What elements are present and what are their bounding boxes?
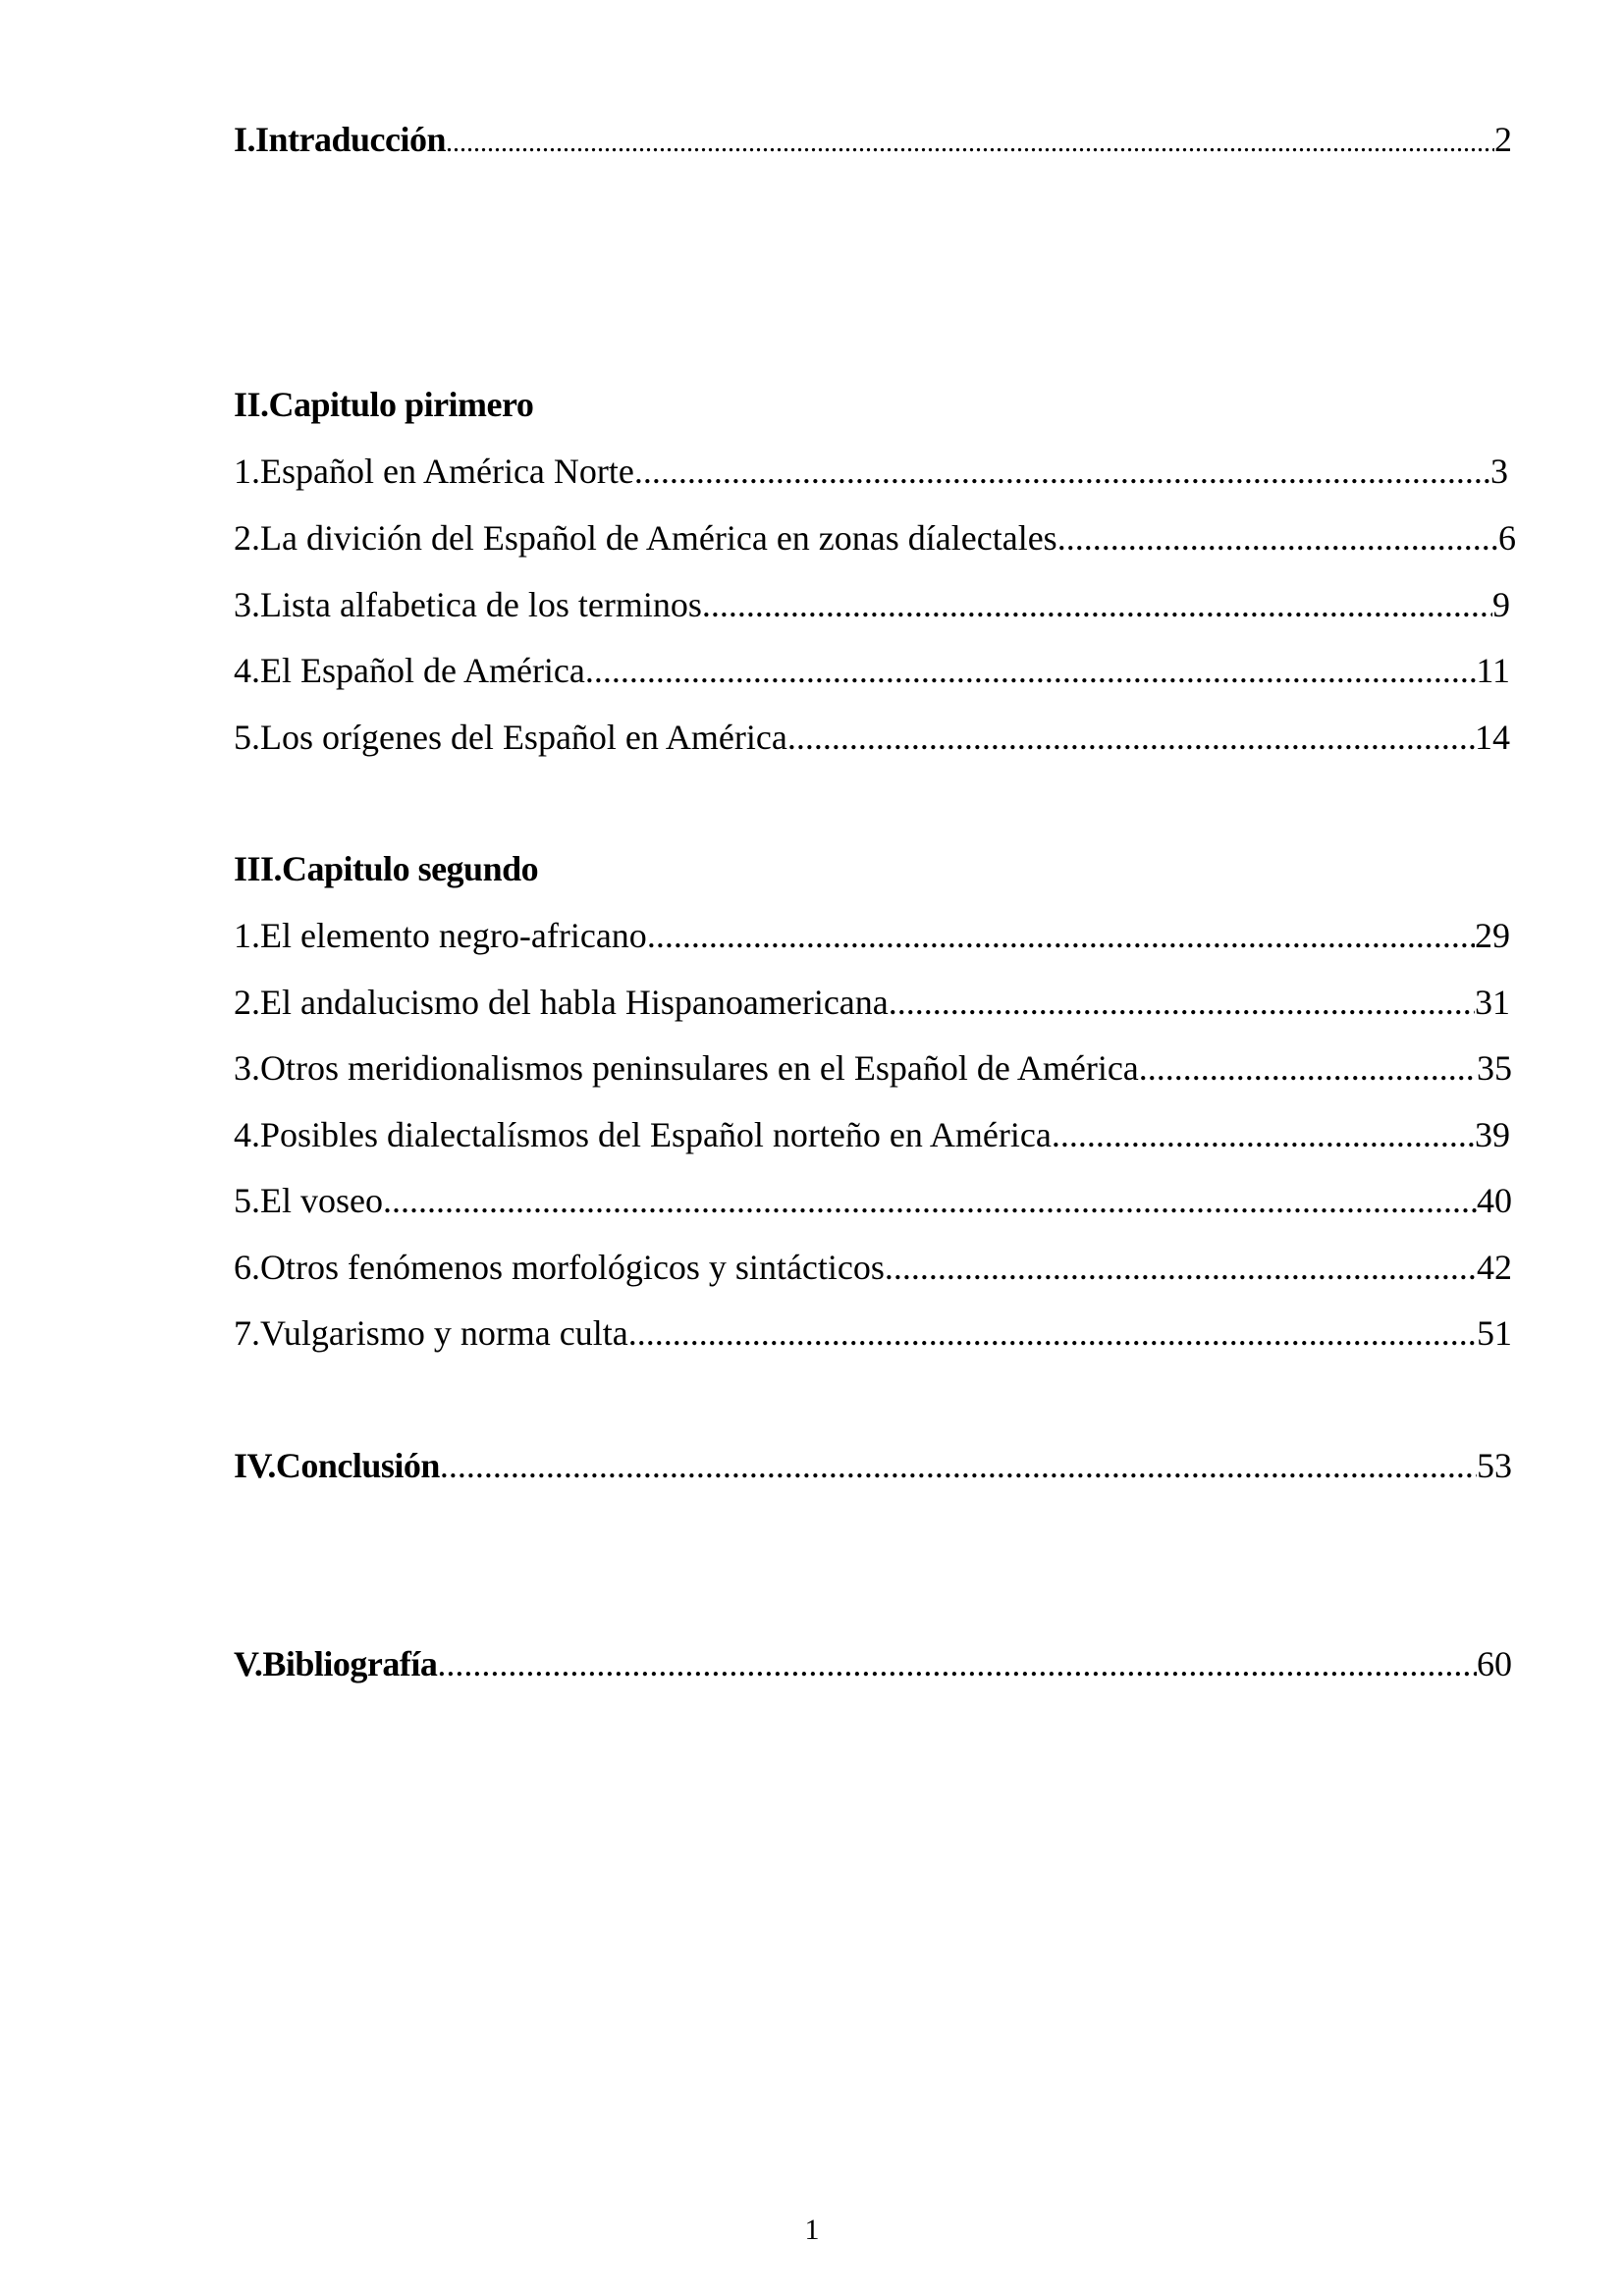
toc-entry[interactable]	[234, 1113, 1510, 1156]
toc-entry-label: IV.Conclusión	[234, 1446, 440, 1485]
toc-entry-label: 5.Los orígenes del Español en América	[234, 718, 787, 757]
toc-entry[interactable]	[234, 914, 1510, 957]
toc-entry[interactable]	[234, 649, 1510, 692]
dot-leader	[647, 914, 1475, 957]
toc-entry[interactable]	[234, 1046, 1512, 1090]
toc-entry-label: 6.Otros fenómenos morfológicos y sintácticos	[234, 1248, 885, 1287]
toc-entry[interactable]	[234, 1311, 1512, 1355]
toc-entry-page: 35	[1477, 1048, 1512, 1088]
toc-entry-page: 51	[1477, 1313, 1512, 1353]
dot-leader	[634, 450, 1490, 493]
toc-entry-label: I.Intraducción	[234, 120, 447, 159]
dot-leader	[446, 118, 1494, 165]
toc-entry-page: 2	[1494, 120, 1512, 159]
toc-entry-label: V.Bibliografía	[234, 1644, 438, 1683]
toc-entry-page: 6	[1498, 518, 1516, 558]
toc-entry[interactable]	[234, 981, 1510, 1024]
toc-entry-label: 4.El Español de América	[234, 651, 585, 690]
toc-entry[interactable]	[234, 1246, 1512, 1289]
toc-entry-label: 7.Vulgarismo y norma culta	[234, 1313, 628, 1353]
dot-leader	[702, 583, 1492, 626]
toc-entry[interactable]	[234, 1179, 1512, 1222]
page-number: 1	[804, 2214, 820, 2246]
dot-leader	[383, 1179, 1477, 1222]
dot-leader	[1057, 516, 1498, 560]
toc-entry-page: 29	[1475, 916, 1510, 955]
toc-entry-label: 2.El andalucismo del habla Hispanoamericana	[234, 983, 889, 1022]
toc-entry-label: 1.El elemento negro-africano	[234, 916, 647, 955]
toc-entry-label: 5.El voseo	[234, 1181, 383, 1220]
dot-leader	[787, 716, 1475, 759]
dot-leader	[440, 1444, 1477, 1487]
toc-entry-label: 3.Lista alfabetica de los terminos	[234, 585, 702, 624]
toc-entry-page: 9	[1492, 585, 1510, 624]
toc-entry[interactable]	[234, 450, 1508, 493]
toc-entry-page: 53	[1477, 1446, 1512, 1485]
toc-entry-page: 31	[1475, 983, 1510, 1022]
toc-entry[interactable]	[234, 716, 1510, 759]
toc-entry-page: 39	[1475, 1115, 1510, 1154]
toc-entry-page: 60	[1477, 1644, 1512, 1683]
toc-entry-bibliografia[interactable]	[234, 1642, 1512, 1685]
chapter-heading-2: III.Capitulo segundo	[234, 849, 539, 888]
dot-leader	[585, 649, 1476, 692]
toc-entry-label: 2.La divición del Español de América en zonas díalectales	[234, 518, 1057, 558]
toc-entry-page: 11	[1476, 651, 1510, 690]
toc-entry-conclusion[interactable]	[234, 1444, 1512, 1487]
toc-entry-page: 14	[1475, 718, 1510, 757]
toc-entry-label: 1.Español en América Norte	[234, 452, 634, 491]
toc-entry-label: 3.Otros meridionalismos peninsulares en el Español de América	[234, 1048, 1139, 1088]
chapter-heading-1: II.Capitulo pirimero	[234, 385, 534, 424]
dot-leader	[885, 1246, 1477, 1289]
toc-entry-introduccion[interactable]	[234, 118, 1512, 165]
toc-entry-label: 4.Posibles dialectalísmos del Español norteño en América	[234, 1115, 1052, 1154]
dot-leader	[889, 981, 1475, 1024]
toc-entry-page: 42	[1477, 1248, 1512, 1287]
dot-leader	[437, 1642, 1477, 1685]
dot-leader	[1052, 1113, 1475, 1156]
toc-entry[interactable]	[234, 516, 1516, 560]
toc-entry-page: 40	[1477, 1181, 1512, 1220]
toc-entry[interactable]	[234, 583, 1510, 626]
dot-leader	[628, 1311, 1477, 1355]
dot-leader	[1139, 1046, 1477, 1090]
toc-entry-page: 3	[1490, 452, 1508, 491]
